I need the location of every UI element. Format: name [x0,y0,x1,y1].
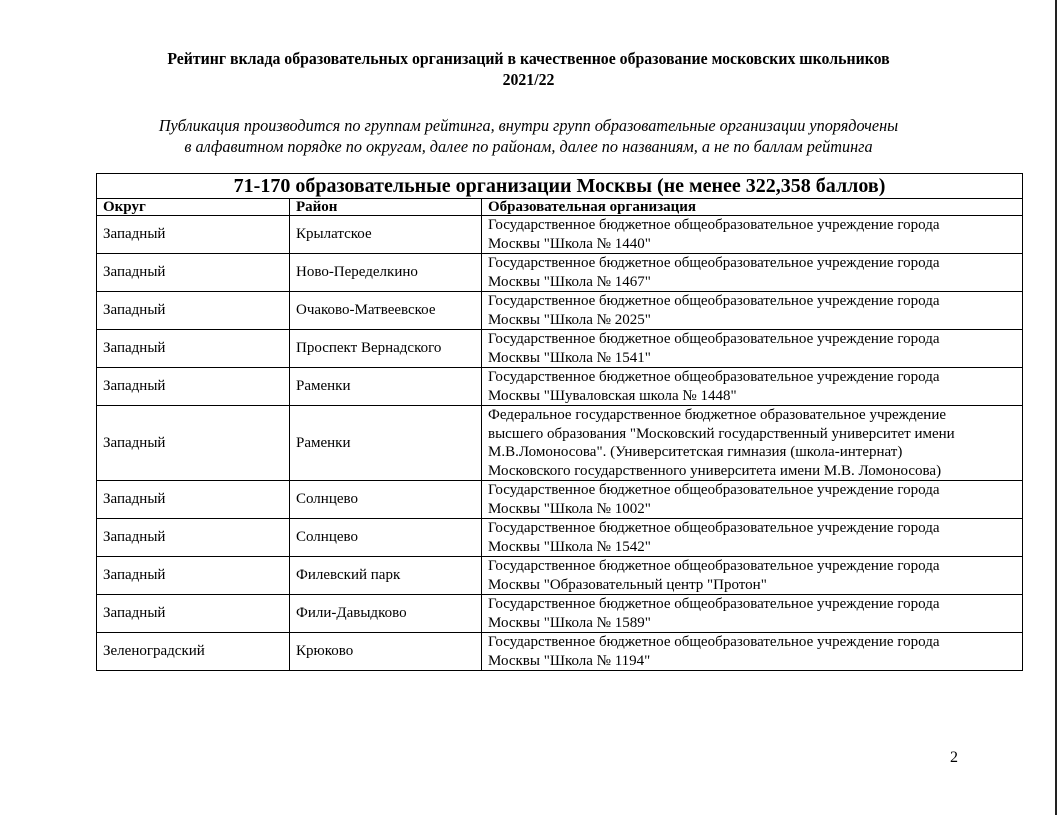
table-row [97,216,1023,254]
organization-line: Федеральное государственное бюджетное образовательное учреждение [488,407,947,423]
cell-okrug: Западный [97,519,290,557]
cell-okrug: Западный [97,481,290,519]
table-row [97,292,1023,330]
cell-organization [482,557,1023,595]
organization-line: Государственное бюджетное общеобразовательное учреждение города [488,634,940,650]
rating-table [96,173,1023,671]
organization-line: Москвы "Школа № 1002" [488,500,651,517]
cell-okrug: Западный [97,292,290,330]
document-subtitle [62,115,995,157]
cell-raion: Крылатское [290,216,482,254]
cell-organization [482,406,1023,481]
organization-line: Москвы "Школа № 1467" [488,273,651,290]
title-line-2: 2021/22 [502,70,555,89]
table-row [97,330,1023,368]
organization-line: Государственное бюджетное общеобразовательное учреждение города [488,520,940,536]
column-header-organization: Образовательная организация [482,199,1023,216]
cell-raion: Ново-Переделкино [290,254,482,292]
column-header-raion: Район [290,199,482,216]
table-row [97,368,1023,406]
cell-okrug: Западный [97,557,290,595]
cell-organization [482,330,1023,368]
organization-line: Москвы "Школа № 1194" [488,652,651,669]
organization-line: Государственное бюджетное общеобразовательное учреждение города [488,596,940,612]
column-header-okrug: Округ [97,199,290,216]
organization-line: Москвы "Шуваловская школа № 1448" [488,387,737,404]
document-title [93,48,964,90]
cell-raion: Проспект Вернадского [290,330,482,368]
organization-line: Москвы "Школа № 1542" [488,538,651,555]
organization-line: высшего образования "Московский государственный университет имени [488,425,955,442]
cell-okrug: Западный [97,368,290,406]
table-row [97,595,1023,633]
cell-organization [482,216,1023,254]
organization-line: Государственное бюджетное общеобразовательное учреждение города [488,255,940,271]
cell-raion: Очаково-Матвеевское [290,292,482,330]
cell-raion: Раменки [290,406,482,481]
cell-okrug: Западный [97,595,290,633]
cell-okrug: Западный [97,254,290,292]
organization-line: Москвы "Школа № 1589" [488,614,651,631]
cell-okrug: Западный [97,406,290,481]
cell-organization [482,519,1023,557]
cell-raion: Крюково [290,633,482,671]
cell-organization [482,292,1023,330]
subtitle-line-1: Публикация производится по группам рейтинга, внутри групп образовательные организации упорядочены [158,116,899,135]
cell-organization [482,368,1023,406]
organization-line: Москвы "Школа № 2025" [488,311,651,328]
organization-line: Государственное бюджетное общеобразовательное учреждение города [488,482,940,498]
organization-line: Московского государственного университета имени М.В. Ломоносова) [488,462,942,479]
organization-line: Государственное бюджетное общеобразовательное учреждение города [488,558,940,574]
page-number: 2 [950,749,958,766]
subtitle-line-2: в алфавитном порядке по округам, далее по районам, далее по названиям, а не по баллам рейтинга [184,137,873,156]
organization-line: Государственное бюджетное общеобразовательное учреждение города [488,369,940,385]
cell-okrug: Западный [97,216,290,254]
title-line-1: Рейтинг вклада образовательных организаций в качественное образование московских школьников [167,49,890,68]
table-row [97,481,1023,519]
cell-raion: Раменки [290,368,482,406]
group-header: 71-170 образовательные организации Москвы (не менее 322,358 баллов) [97,174,1023,199]
table-row [97,406,1023,481]
cell-raion: Солнцево [290,481,482,519]
cell-organization [482,633,1023,671]
cell-okrug: Западный [97,330,290,368]
table-row [97,519,1023,557]
cell-organization [482,481,1023,519]
table-row [97,254,1023,292]
organization-line: Москвы "Школа № 1541" [488,349,651,366]
organization-line: Государственное бюджетное общеобразовательное учреждение города [488,293,940,309]
cell-raion: Фили-Давыдково [290,595,482,633]
table-row [97,557,1023,595]
organization-line: Москвы "Школа № 1440" [488,235,651,252]
table-row [97,633,1023,671]
organization-line: Москвы "Образовательный центр "Протон" [488,576,767,593]
organization-line: Государственное бюджетное общеобразовательное учреждение города [488,331,940,347]
cell-organization [482,254,1023,292]
cell-organization [482,595,1023,633]
cell-okrug: Зеленоградский [97,633,290,671]
organization-line: Государственное бюджетное общеобразовательное учреждение города [488,217,940,233]
cell-raion: Филевский парк [290,557,482,595]
cell-raion: Солнцево [290,519,482,557]
table-body [97,216,1023,671]
organization-line: М.В.Ломоносова". (Университетская гимназия (школа-интернат) [488,444,903,460]
